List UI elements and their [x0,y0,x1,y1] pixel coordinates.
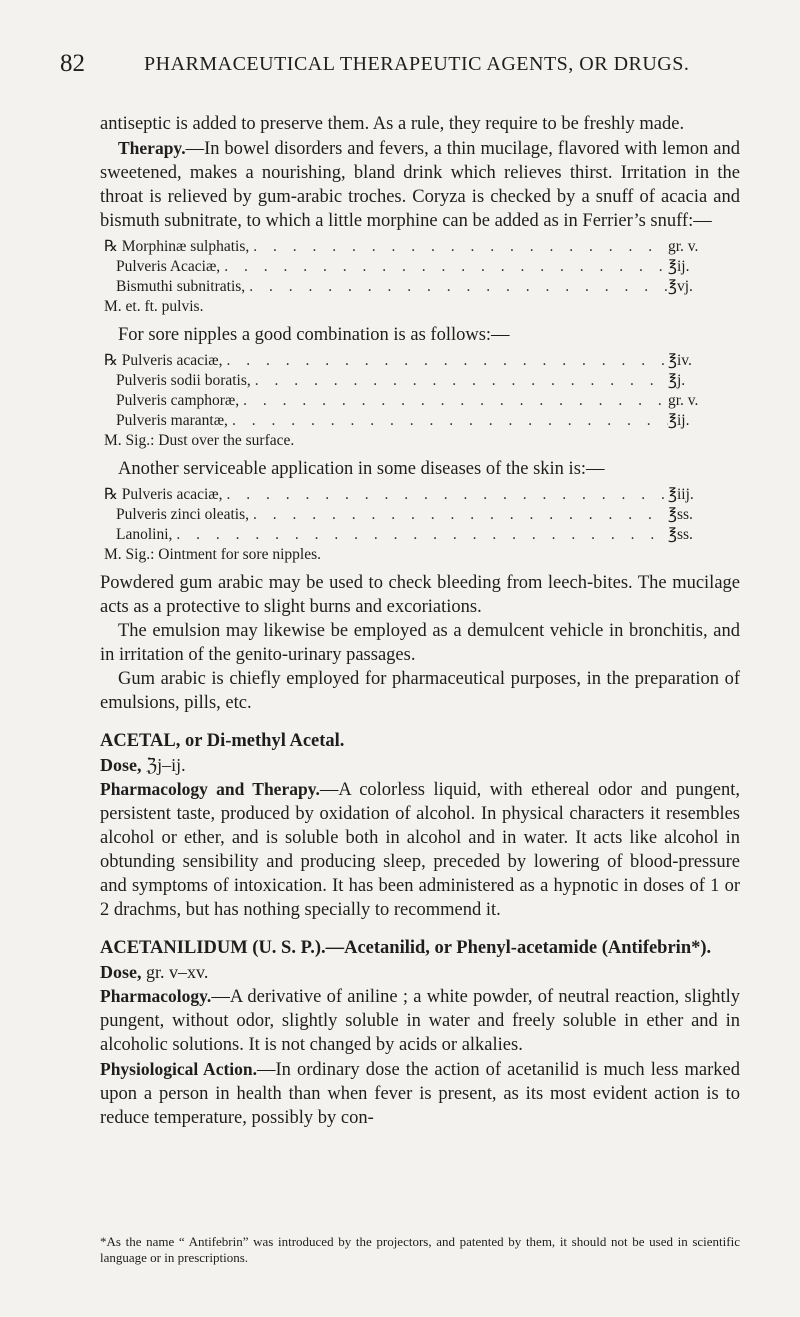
rx-ingredient: Pulveris marantæ, [116,412,228,429]
therapy-run-in-head: Therapy. [118,138,186,158]
rx-ingredient: Pulveris sodii boratis, [116,372,251,389]
rx-line [104,351,740,371]
rx-ingredient: Lanolini, [116,526,173,543]
run-in-head: Physiological Action. [100,1059,258,1079]
rx-amount: gr. v. [668,392,699,409]
acetal-pharmacology [100,777,740,922]
leader-dots [172,525,668,545]
dose-value: gr. v–xv. [146,962,209,982]
rx-line [104,411,740,431]
rx-amount: ℥iij. [668,486,694,503]
rx-ingredient: Pulveris zinci oleatis, [116,506,250,523]
rx-line [104,257,740,277]
prescription-snuff [104,237,740,317]
paragraph-text: —A derivative of aniline ; a white powder, of neutral reaction, slightly pungent, without odor, slightly soluble in water and freely soluble in ether and in alcoholic solutions. It is not changed by acids or alkalies. [100,987,740,1055]
rx-line [104,237,740,257]
run-in-head: Pharmacology and Therapy. [100,779,320,799]
rx-signature: M. Sig.: Dust over the surface. [104,432,295,449]
rx-ingredient: Pulveris camphoræ, [116,392,240,409]
rx-amount: ℥vj. [668,278,693,295]
page-header [60,50,740,84]
rx-line [104,485,740,505]
acetal-heading: ACETAL, or Di-methyl Acetal. [100,731,345,751]
therapy-text: —In bowel disorders and fevers, a thin mucilage, flavored with lemon and sweetened, makes a nourishing, bland drink which relieves thirst. Irritation in the throat is relieved by gum-arabic troches. Coryza is checked by a snuff of acacia and bismuth subnitrate, to which a little morphine can be added as in Ferrier’s snuff:— [100,139,740,231]
rx-ingredient: ℞ Pulveris acaciæ, [104,486,223,503]
rx-ingredient: Bismuthi subnitratis, [116,278,246,295]
prescription-ointment [104,485,740,565]
skin-intro: Another serviceable application in some diseases of the skin is:— [118,459,605,479]
rx-line [104,277,740,297]
leader-dots [239,391,668,411]
rx-amount: ℥j. [668,372,686,389]
footnote: *As the name “ Antifebrin” was introduced by the projectors, and patented by them, it should not be used in scientific language or in prescriptions. [100,1234,740,1265]
leader-dots [251,371,668,391]
dose-label: Dose, [100,755,142,775]
page-number: 82 [60,50,85,77]
pharmaceutical-use-paragraph: Gum arabic is chiefly employed for pharmaceutical purposes, in the preparation of emulsions, pills, etc. [100,669,740,713]
rx-line [104,391,740,411]
rx-ingredient: Pulveris Acaciæ, [116,258,221,275]
leader-dots [245,277,668,297]
rx-signature: M. et. ft. pulvis. [104,298,204,315]
paragraph-text: —A colorless liquid, with ethereal odor and pungent, persistent taste, produced by oxidation of alcohol. In physical characters it resembles alcohol or ether, and is soluble both in alcohol and in water. It acts like alcohol in obtunding sensibility and producing sleep, preceded by lowering of blood-pressure and symptoms of intoxication. It has been administered as a hypnotic in doses of 1 or 2 drachms, but has nothing specially to recommend it. [100,780,740,920]
rx-amount: ℥iv. [668,352,692,369]
rx-signature: M. Sig.: Ointment for sore nipples. [104,546,321,563]
leader-dots [228,411,668,431]
leader-dots [249,505,668,525]
rx-amount: ℥ij. [668,412,690,429]
paragraph-text: —In ordinary dose the action of acetanilid is much less marked upon a person in health than when fever is present, as its most evident action is to reduce temperature, possibly by con- [100,1060,741,1128]
acetanilid-dose [100,960,740,984]
prescription-nipples [104,351,740,451]
rx-ingredient: ℞ Pulveris acaciæ, [104,352,223,369]
rx-amount: ℥ss. [668,506,693,523]
leader-dots [223,485,669,505]
dose-label: Dose, [100,962,142,982]
acetal-dose [100,753,740,777]
leech-bites-paragraph: Powdered gum arabic may be used to check bleeding from leech-bites. The mucilage acts as a protective to slight burns and excoriations. [100,573,740,617]
intro-paragraph: antiseptic is added to preserve them. As a rule, they require to be freshly made. [100,114,685,134]
therapy-paragraph [100,136,740,233]
leader-dots [220,257,668,277]
running-title: PHARMACEUTICAL THERAPEUTIC AGENTS, OR DRUGS. [144,53,690,75]
rx-line [104,525,740,545]
rx-line [104,371,740,391]
run-in-head: Pharmacology. [100,986,212,1006]
leader-dots [223,351,669,371]
dose-value: ℨj–ij. [146,755,186,775]
acetanilid-pharmacology [100,984,740,1057]
rx-amount: ℥ij. [668,258,690,275]
nipples-intro: For sore nipples a good combination is as follows:— [118,325,510,345]
rx-ingredient: ℞ Morphinæ sulphatis, [104,238,250,255]
acetanilid-heading: ACETANILIDUM (U. S. P.).—Acetanilid, or Phenyl-acetamide (Antifebrin*). [100,938,712,958]
emulsion-paragraph: The emulsion may likewise be employed as a demulcent vehicle in bronchitis, and in irritation of the genito-urinary passages. [100,621,740,665]
acetanilid-physiological-action [100,1057,740,1130]
rx-amount: ℥ss. [668,526,693,543]
page-body [100,112,740,1130]
leader-dots [249,237,668,257]
rx-amount: gr. v. [668,238,699,255]
rx-line [104,505,740,525]
